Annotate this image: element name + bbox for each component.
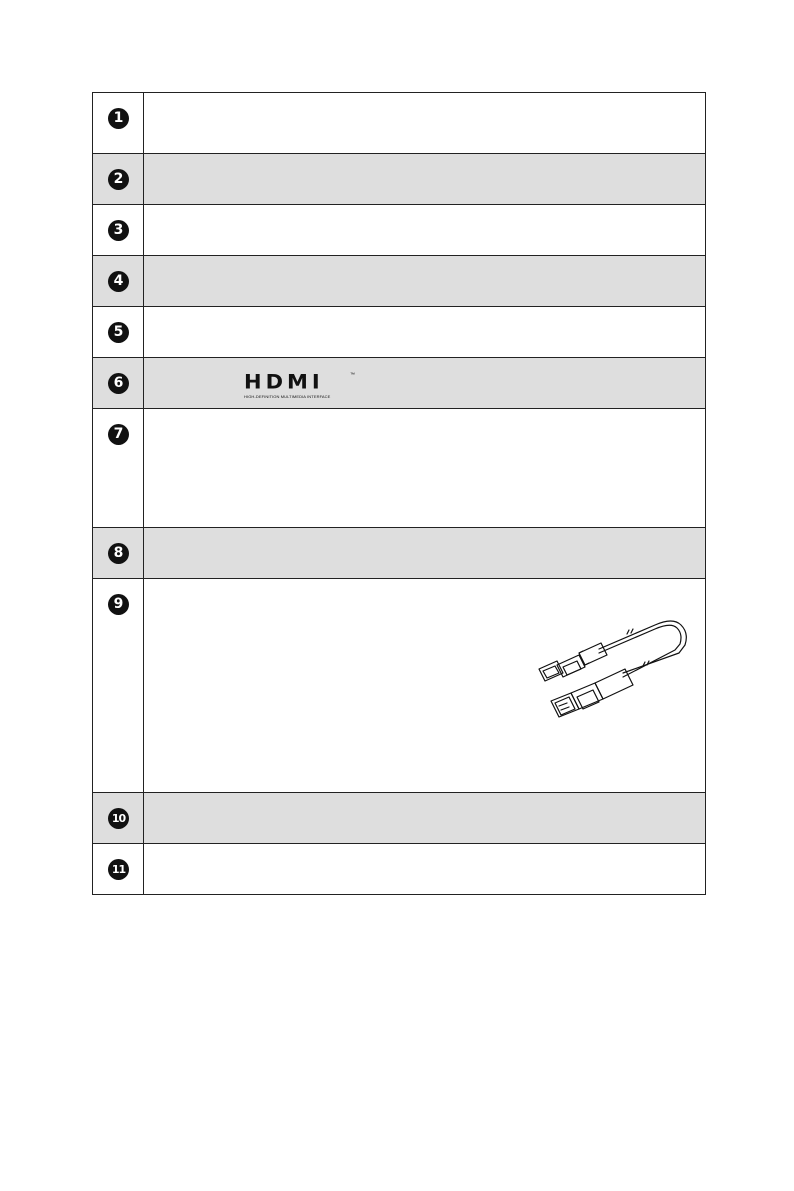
item-number-badge: 3 xyxy=(108,220,129,241)
port-table xyxy=(92,92,706,895)
table-row xyxy=(93,93,706,154)
description-cell xyxy=(144,154,706,205)
description-cell xyxy=(144,358,706,409)
item-number-badge: 10 xyxy=(108,808,129,829)
description-cell xyxy=(144,409,706,528)
item-number-badge: 2 xyxy=(108,169,129,190)
table-row xyxy=(93,528,706,579)
item-number-badge: 8 xyxy=(108,543,129,564)
item-number-badge: 7 xyxy=(108,424,129,445)
description-cell xyxy=(144,205,706,256)
table-row xyxy=(93,409,706,528)
number-cell xyxy=(93,154,144,205)
table-row xyxy=(93,307,706,358)
description-cell xyxy=(144,793,706,844)
hdmi-logo-tagline: HIGH-DEFINITION MULTIMEDIA INTERFACE xyxy=(244,394,331,399)
table-row xyxy=(93,154,706,205)
description-cell xyxy=(144,579,706,793)
item-number-badge: 4 xyxy=(108,271,129,292)
number-cell xyxy=(93,579,144,793)
description-cell xyxy=(144,93,706,154)
hdmi-logo xyxy=(244,370,355,399)
number-cell xyxy=(93,793,144,844)
item-number-badge: 9 xyxy=(108,594,129,615)
usb-cable-icon xyxy=(527,605,697,735)
number-cell xyxy=(93,205,144,256)
number-cell xyxy=(93,256,144,307)
table-row xyxy=(93,256,706,307)
number-cell xyxy=(93,409,144,528)
hdmi-trademark: ™ xyxy=(350,372,355,378)
description-content xyxy=(144,579,705,792)
number-cell xyxy=(93,358,144,409)
table-row xyxy=(93,205,706,256)
description-cell xyxy=(144,528,706,579)
item-number-badge: 11 xyxy=(108,859,129,880)
number-cell xyxy=(93,528,144,579)
table-row xyxy=(93,793,706,844)
number-cell xyxy=(93,93,144,154)
item-number-badge: 5 xyxy=(108,322,129,343)
item-number-badge: 6 xyxy=(108,373,129,394)
table-row xyxy=(93,358,706,409)
item-number-badge: 1 xyxy=(108,108,129,129)
number-cell xyxy=(93,844,144,895)
hdmi-logo-word: HDMI xyxy=(244,370,324,394)
table-row xyxy=(93,844,706,895)
number-cell xyxy=(93,307,144,358)
description-cell xyxy=(144,256,706,307)
description-cell xyxy=(144,844,706,895)
description-cell xyxy=(144,307,706,358)
table-row xyxy=(93,579,706,793)
